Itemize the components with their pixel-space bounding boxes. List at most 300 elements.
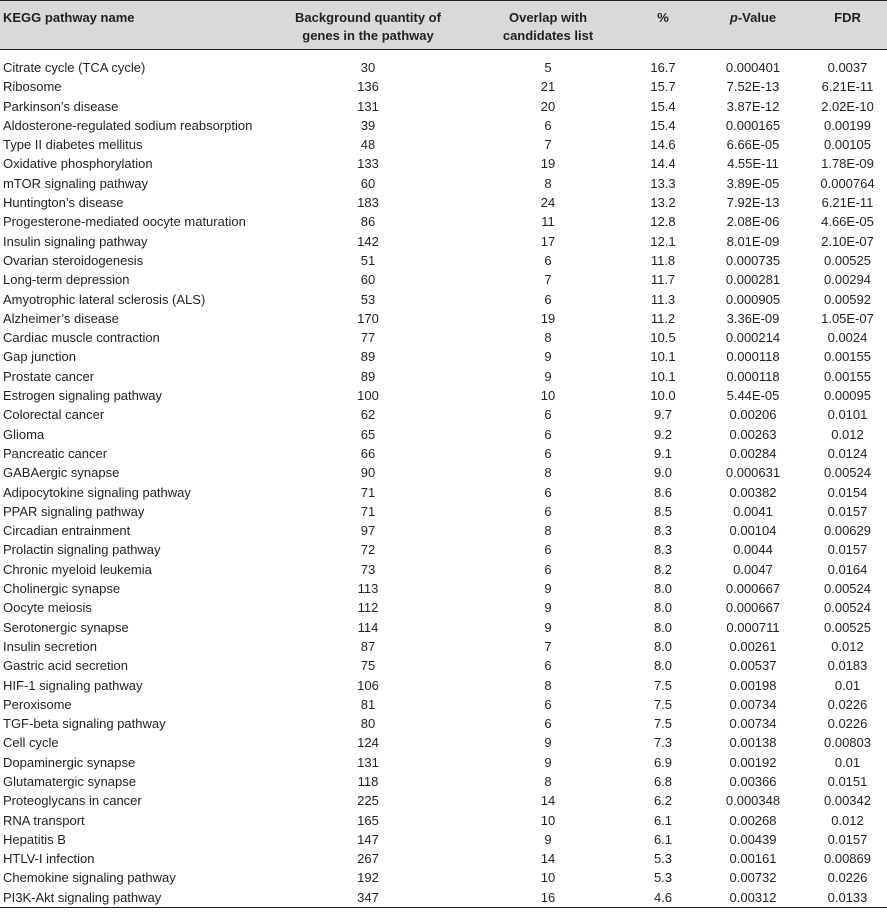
cell-percent: 8.0	[653, 581, 673, 597]
cell-background: 267	[357, 851, 379, 867]
table-row	[0, 50, 887, 77]
cell-pathway-name: Huntington’s disease	[3, 195, 124, 211]
cell-pathway-name: Prolactin signaling pathway	[3, 542, 161, 558]
cell-pvalue: 0.00198	[729, 677, 777, 693]
cell-fdr: 0.00524	[824, 581, 871, 597]
table-header	[0, 1, 887, 50]
cell-pvalue: 0.00104	[729, 523, 777, 539]
cell-fdr: 0.00803	[824, 735, 871, 751]
cell-percent: 6.1	[653, 831, 673, 847]
cell-fdr: 0.00199	[824, 117, 871, 133]
cell-background: 89	[360, 349, 376, 365]
cell-pvalue: 0.00206	[729, 407, 777, 423]
cell-pvalue: 0.000348	[725, 793, 781, 809]
cell-pathway-name: mTOR signaling pathway	[3, 175, 148, 191]
header-row	[0, 1, 887, 50]
table-row	[0, 405, 887, 424]
cell-overlap: 6	[544, 426, 552, 442]
cell-overlap: 8	[544, 523, 552, 539]
cell-overlap: 6	[544, 252, 552, 268]
header-pvalue-p: p	[729, 10, 738, 25]
cell-percent: 9.2	[653, 426, 673, 442]
cell-pathway-name: Alzheimer’s disease	[3, 310, 119, 326]
header-pvalue-rest: -Value	[737, 10, 777, 25]
cell-overlap: 10	[540, 388, 556, 404]
cell-pathway-name: Colorectal cancer	[3, 407, 105, 423]
cell-pathway-name: Aldosterone-regulated sodium reabsorption	[3, 117, 253, 133]
table-row	[0, 212, 887, 231]
cell-background: 147	[357, 831, 379, 847]
table-row	[0, 502, 887, 521]
cell-overlap: 9	[544, 831, 552, 847]
table-row	[0, 444, 887, 463]
header-pvalue	[698, 1, 808, 50]
cell-fdr: 0.00524	[824, 600, 871, 616]
cell-pvalue: 0.000735	[725, 252, 781, 268]
cell-background: 66	[360, 445, 376, 461]
cell-percent: 10.1	[650, 368, 676, 384]
cell-background: 87	[360, 638, 376, 654]
cell-pathway-name: Proteoglycans in cancer	[3, 793, 142, 809]
cell-percent: 11.8	[650, 252, 676, 268]
cell-background: 131	[357, 754, 379, 770]
cell-overlap: 6	[544, 658, 552, 674]
cell-pvalue: 5.44E-05	[726, 388, 780, 404]
cell-pvalue: 0.0041	[733, 503, 773, 519]
cell-fdr: 0.0157	[827, 542, 868, 558]
cell-background: 112	[357, 600, 379, 616]
header-background-line2: genes in the pathway	[302, 28, 434, 43]
cell-background: 106	[357, 677, 379, 693]
cell-fdr: 0.00629	[824, 523, 871, 539]
cell-pathway-name: Gastric acid secretion	[3, 658, 128, 674]
cell-percent: 10.5	[650, 330, 676, 346]
cell-background: 142	[357, 233, 379, 249]
cell-fdr: 0.0157	[827, 503, 868, 519]
cell-background: 131	[357, 98, 379, 114]
cell-overlap: 6	[544, 716, 552, 732]
cell-pvalue: 0.000631	[725, 465, 781, 481]
cell-overlap: 8	[544, 330, 552, 346]
cell-fdr: 0.00105	[824, 137, 871, 153]
cell-pvalue: 3.87E-12	[726, 98, 780, 114]
cell-background: 124	[357, 735, 379, 751]
cell-fdr: 4.66E-05	[821, 214, 874, 230]
cell-percent: 7.5	[653, 677, 673, 693]
cell-percent: 6.9	[653, 754, 673, 770]
table-row	[0, 676, 887, 695]
cell-fdr: 0.012	[831, 426, 864, 442]
cell-overlap: 9	[544, 619, 552, 635]
cell-overlap: 11	[541, 214, 555, 230]
cell-background: 86	[360, 214, 376, 230]
cell-pvalue: 0.000711	[726, 619, 780, 635]
cell-pvalue: 0.00268	[729, 812, 777, 828]
cell-background: 90	[360, 465, 376, 481]
cell-percent: 7.3	[653, 735, 673, 751]
cell-overlap: 6	[544, 445, 552, 461]
cell-overlap: 19	[540, 156, 556, 172]
cell-percent: 9.7	[653, 407, 673, 423]
cell-fdr: 0.00342	[824, 793, 871, 809]
cell-fdr: 0.00525	[824, 252, 871, 268]
cell-fdr: 0.01	[834, 677, 861, 693]
cell-percent: 13.3	[650, 175, 676, 191]
table-row	[0, 811, 887, 830]
cell-overlap: 7	[544, 638, 552, 654]
cell-percent: 8.0	[653, 638, 673, 654]
cell-percent: 5.3	[653, 870, 673, 886]
cell-pathway-name: Peroxisome	[3, 696, 72, 712]
cell-fdr: 6.21E-11	[821, 195, 874, 211]
cell-percent: 16.7	[650, 60, 676, 75]
cell-pathway-name: Pancreatic cancer	[3, 445, 108, 461]
cell-fdr: 0.0133	[827, 889, 868, 905]
table-row	[0, 193, 887, 212]
cell-background: 113	[357, 581, 379, 597]
cell-fdr: 0.00095	[824, 388, 871, 404]
cell-background: 225	[357, 793, 379, 809]
cell-background: 133	[357, 156, 379, 172]
cell-fdr: 0.0183	[827, 658, 868, 674]
cell-overlap: 8	[544, 465, 552, 481]
cell-pvalue: 0.00261	[729, 638, 777, 654]
cell-pathway-name: PPAR signaling pathway	[3, 503, 145, 519]
cell-overlap: 6	[544, 696, 552, 712]
cell-pathway-name: Glioma	[3, 426, 45, 442]
cell-pvalue: 0.0044	[733, 542, 773, 558]
cell-overlap: 6	[544, 542, 552, 558]
cell-pvalue: 0.00734	[729, 696, 777, 712]
header-overlap-line2: candidates list	[502, 28, 594, 43]
cell-fdr: 0.00294	[824, 272, 871, 288]
cell-pathway-name: Progesterone-mediated oocyte maturation	[3, 214, 246, 230]
cell-fdr: 0.012	[831, 638, 864, 654]
table-row	[0, 656, 887, 675]
cell-background: 72	[360, 542, 376, 558]
cell-fdr: 0.012	[831, 812, 864, 828]
cell-fdr: 2.02E-10	[821, 98, 874, 114]
cell-pathway-name: Type II diabetes mellitus	[3, 137, 143, 153]
cell-pvalue: 0.00439	[729, 831, 777, 847]
cell-background: 170	[357, 310, 379, 326]
cell-background: 53	[360, 291, 376, 307]
cell-percent: 6.1	[653, 812, 673, 828]
cell-overlap: 6	[544, 561, 552, 577]
cell-percent: 6.8	[653, 773, 673, 789]
cell-percent: 8.3	[653, 542, 673, 558]
cell-background: 39	[360, 117, 376, 133]
cell-background: 100	[357, 388, 379, 404]
table-row	[0, 135, 887, 154]
cell-fdr: 0.0151	[827, 773, 868, 789]
cell-percent: 7.5	[653, 696, 673, 712]
cell-pvalue: 0.00366	[729, 773, 777, 789]
cell-pvalue: 0.00263	[729, 426, 777, 442]
cell-pathway-name: Insulin signaling pathway	[3, 233, 148, 249]
cell-pathway-name: Prostate cancer	[3, 368, 95, 384]
cell-overlap: 24	[540, 195, 556, 211]
table-row	[0, 521, 887, 540]
table-row	[0, 830, 887, 849]
header-overlap	[468, 1, 628, 50]
table-row	[0, 270, 887, 289]
cell-fdr: 0.0101	[827, 407, 868, 423]
cell-pathway-name: Chemokine signaling pathway	[3, 870, 176, 886]
cell-fdr: 0.00525	[824, 619, 871, 635]
cell-background: 89	[360, 368, 376, 384]
cell-pvalue: 8.01E-09	[726, 233, 780, 249]
cell-percent: 9.1	[653, 445, 673, 461]
cell-fdr: 6.21E-11	[821, 79, 874, 95]
cell-percent: 15.7	[650, 79, 676, 95]
header-fdr: FDR	[834, 10, 861, 25]
cell-overlap: 16	[540, 889, 556, 905]
cell-percent: 15.4	[650, 98, 676, 114]
cell-percent: 8.3	[653, 523, 673, 539]
table-row	[0, 579, 887, 598]
cell-percent: 5.3	[653, 851, 673, 867]
cell-pathway-name: Citrate cycle (TCA cycle)	[3, 60, 146, 75]
cell-overlap: 9	[544, 349, 552, 365]
cell-overlap: 7	[544, 137, 552, 153]
cell-fdr: 0.0154	[827, 484, 868, 500]
cell-percent: 11.7	[650, 272, 676, 288]
cell-overlap: 9	[544, 581, 552, 597]
cell-overlap: 19	[540, 310, 556, 326]
cell-pathway-name: Ribosome	[3, 79, 62, 95]
cell-percent: 10.1	[650, 349, 676, 365]
cell-pvalue: 0.00732	[729, 870, 777, 886]
cell-background: 71	[360, 484, 376, 500]
cell-percent: 8.2	[653, 561, 673, 577]
cell-pvalue: 0.000401	[725, 60, 781, 75]
table-row	[0, 868, 887, 887]
table-row	[0, 560, 887, 579]
table-body	[0, 50, 887, 908]
cell-pvalue: 7.52E-13	[726, 79, 780, 95]
cell-pvalue: 0.00382	[729, 484, 777, 500]
cell-fdr: 2.10E-07	[821, 233, 874, 249]
cell-pathway-name: PI3K-Akt signaling pathway	[3, 889, 162, 905]
cell-percent: 6.2	[653, 793, 673, 809]
cell-overlap: 5	[544, 60, 552, 75]
table-row	[0, 618, 887, 637]
cell-background: 48	[360, 137, 376, 153]
cell-overlap: 6	[544, 484, 552, 500]
cell-pathway-name: Hepatitis B	[3, 831, 66, 847]
cell-pathway-name: Estrogen signaling pathway	[3, 388, 162, 404]
cell-fdr: 0.0226	[827, 716, 868, 732]
table-row	[0, 328, 887, 347]
cell-pathway-name: Gap junction	[3, 349, 76, 365]
cell-background: 65	[360, 426, 376, 442]
header-pathway-name: KEGG pathway name	[3, 10, 135, 25]
cell-pvalue: 0.00312	[729, 889, 777, 905]
cell-overlap: 6	[544, 117, 552, 133]
cell-pvalue: 0.000667	[725, 600, 781, 616]
table-row	[0, 309, 887, 328]
cell-pathway-name: Circadian entrainment	[3, 523, 131, 539]
cell-pathway-name: Oxidative phosphorylation	[3, 156, 153, 172]
cell-fdr: 0.0164	[827, 561, 868, 577]
cell-fdr: 0.0157	[827, 831, 868, 847]
cell-fdr: 0.0226	[827, 870, 868, 886]
cell-percent: 12.1	[650, 233, 676, 249]
cell-percent: 4.6	[653, 889, 673, 905]
cell-background: 80	[360, 716, 376, 732]
table-row	[0, 174, 887, 193]
cell-overlap: 14	[540, 793, 556, 809]
cell-overlap: 8	[544, 773, 552, 789]
cell-overlap: 14	[540, 851, 556, 867]
cell-pathway-name: Cardiac muscle contraction	[3, 330, 160, 346]
cell-pathway-name: Long-term depression	[3, 272, 130, 288]
cell-percent: 14.4	[650, 156, 676, 172]
cell-pathway-name: Parkinson’s disease	[3, 98, 119, 114]
table-row	[0, 251, 887, 270]
cell-overlap: 9	[544, 368, 552, 384]
cell-pvalue: 0.000118	[726, 349, 780, 365]
cell-percent: 10.0	[650, 388, 676, 404]
cell-pvalue: 0.00161	[729, 851, 777, 867]
cell-background: 114	[357, 619, 379, 635]
cell-pvalue: 0.00734	[729, 716, 777, 732]
cell-pvalue: 0.00138	[729, 735, 777, 751]
cell-background: 30	[360, 60, 376, 75]
cell-pvalue: 0.000281	[725, 272, 781, 288]
cell-percent: 13.2	[650, 195, 676, 211]
cell-fdr: 0.0124	[827, 445, 868, 461]
cell-pvalue: 6.66E-05	[726, 137, 780, 153]
cell-background: 183	[357, 195, 379, 211]
cell-background: 136	[357, 79, 379, 95]
table-row	[0, 888, 887, 908]
cell-fdr: 0.00155	[824, 368, 871, 384]
cell-fdr: 0.0226	[827, 696, 868, 712]
cell-fdr: 0.0024	[827, 330, 868, 346]
cell-pvalue: 3.89E-05	[726, 175, 780, 191]
cell-percent: 15.4	[650, 117, 676, 133]
table-row	[0, 425, 887, 444]
cell-pathway-name: Serotonergic synapse	[3, 619, 129, 635]
cell-percent: 8.5	[653, 503, 673, 519]
cell-overlap: 6	[544, 291, 552, 307]
table-row	[0, 116, 887, 135]
cell-fdr: 0.00524	[824, 465, 871, 481]
table-row	[0, 367, 887, 386]
header-background-quantity	[268, 1, 468, 50]
table-row	[0, 733, 887, 752]
cell-pathway-name: Amyotrophic lateral sclerosis (ALS)	[3, 291, 206, 307]
cell-pathway-name: HTLV-I infection	[3, 851, 95, 867]
cell-pvalue: 2.08E-06	[726, 214, 780, 230]
cell-pathway-name: RNA transport	[3, 812, 85, 828]
cell-fdr: 0.00869	[824, 851, 871, 867]
cell-pvalue: 0.00284	[729, 445, 777, 461]
table-row	[0, 386, 887, 405]
cell-percent: 12.8	[650, 214, 676, 230]
cell-percent: 8.0	[653, 619, 673, 635]
cell-overlap: 20	[540, 98, 556, 114]
cell-pathway-name: Oocyte meiosis	[3, 600, 92, 616]
table-row	[0, 598, 887, 617]
cell-pvalue: 3.36E-09	[726, 310, 780, 326]
cell-background: 192	[357, 870, 379, 886]
cell-percent: 14.6	[650, 137, 676, 153]
cell-percent: 8.6	[653, 484, 673, 500]
cell-pvalue: 0.0047	[733, 561, 773, 577]
cell-overlap: 10	[540, 870, 556, 886]
cell-background: 62	[360, 407, 376, 423]
cell-fdr: 1.05E-07	[821, 310, 874, 326]
cell-pvalue: 0.00537	[729, 658, 777, 674]
cell-percent: 8.0	[653, 600, 673, 616]
cell-background: 81	[360, 696, 376, 712]
table-row	[0, 791, 887, 810]
cell-overlap: 9	[544, 754, 552, 770]
table-row	[0, 695, 887, 714]
cell-overlap: 9	[544, 600, 552, 616]
cell-pathway-name: Insulin secretion	[3, 638, 97, 654]
cell-percent: 11.2	[650, 310, 676, 326]
cell-pvalue: 0.000165	[725, 117, 781, 133]
cell-pvalue: 7.92E-13	[726, 195, 780, 211]
cell-pvalue: 0.000905	[725, 291, 781, 307]
table-row	[0, 714, 887, 733]
cell-pathway-name: Adipocytokine signaling pathway	[3, 484, 191, 500]
cell-background: 75	[360, 658, 376, 674]
table-row	[0, 849, 887, 868]
cell-background: 97	[360, 523, 376, 539]
cell-pathway-name: TGF-beta signaling pathway	[3, 716, 166, 732]
header-overlap-line1: Overlap with	[508, 10, 588, 25]
cell-background: 60	[360, 175, 376, 191]
cell-overlap: 8	[544, 677, 552, 693]
cell-background: 118	[357, 773, 379, 789]
header-background-line1: Background quantity of	[295, 10, 441, 25]
cell-pvalue: 0.000214	[725, 330, 781, 346]
cell-background: 165	[357, 812, 379, 828]
cell-pathway-name: Dopaminergic synapse	[3, 754, 136, 770]
table-row	[0, 290, 887, 309]
table-row	[0, 347, 887, 366]
cell-pathway-name: GABAergic synapse	[3, 465, 120, 481]
cell-overlap: 17	[540, 233, 556, 249]
table-row	[0, 540, 887, 559]
table-row	[0, 772, 887, 791]
cell-percent: 9.0	[653, 465, 673, 481]
cell-background: 60	[360, 272, 376, 288]
cell-fdr: 0.00155	[824, 349, 871, 365]
cell-overlap: 6	[544, 503, 552, 519]
cell-overlap: 9	[544, 735, 552, 751]
cell-background: 77	[360, 330, 376, 346]
cell-pvalue: 0.00192	[729, 754, 777, 770]
cell-background: 73	[360, 561, 376, 577]
cell-pathway-name: Chronic myeloid leukemia	[3, 561, 152, 577]
cell-pathway-name: Cell cycle	[3, 735, 59, 751]
table-row	[0, 77, 887, 96]
cell-pathway-name: Cholinergic synapse	[3, 581, 121, 597]
cell-fdr: 0.01	[834, 754, 861, 770]
cell-pvalue: 0.000118	[726, 368, 780, 384]
table-row	[0, 753, 887, 772]
cell-fdr: 0.000764	[820, 175, 875, 191]
cell-pvalue: 4.55E-11	[727, 156, 779, 172]
cell-pathway-name: Glutamatergic synapse	[3, 773, 136, 789]
cell-overlap: 8	[544, 175, 552, 191]
